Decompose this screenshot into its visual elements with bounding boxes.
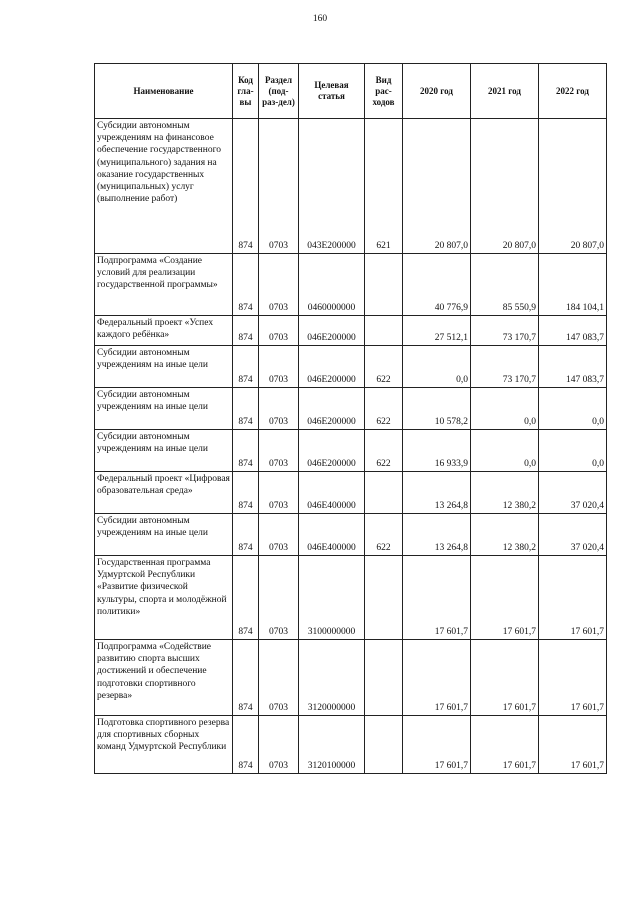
cell-target: 043E200000: [299, 119, 365, 254]
cell-section: 0703: [259, 556, 299, 640]
cell-type: 621: [365, 119, 403, 254]
cell-type: [365, 556, 403, 640]
cell-code: 874: [233, 472, 259, 514]
cell-name: Государственная программа Удмуртской Республики «Развитие физической культуры, спорта и молодёжной политики»: [95, 556, 233, 640]
cell-type: 622: [365, 388, 403, 430]
cell-name: Федеральный проект «Цифровая образовательная среда»: [95, 472, 233, 514]
cell-target: 046E200000: [299, 388, 365, 430]
cell-y2020: 16 933,9: [403, 430, 471, 472]
cell-y2021: 17 601,7: [471, 716, 539, 774]
table-row: [95, 316, 607, 346]
cell-y2020: 0,0: [403, 346, 471, 388]
cell-target: 046E200000: [299, 346, 365, 388]
header-section: Раздел (под-раз-дел): [259, 64, 299, 119]
cell-name: Федеральный проект «Успех каждого ребёнка»: [95, 316, 233, 346]
cell-section: 0703: [259, 119, 299, 254]
cell-section: 0703: [259, 514, 299, 556]
budget-table: [94, 63, 607, 774]
cell-y2021: 0,0: [471, 388, 539, 430]
cell-y2021: 12 380,2: [471, 514, 539, 556]
cell-type: [365, 472, 403, 514]
cell-target: 3100000000: [299, 556, 365, 640]
cell-name: Подготовка спортивного резерва для спортивных сборных команд Удмуртской Республики: [95, 716, 233, 774]
header-2020: 2020 год: [403, 64, 471, 119]
cell-name: Подпрограмма «Создание условий для реализации государственной программы»: [95, 254, 233, 316]
cell-y2020: 20 807,0: [403, 119, 471, 254]
cell-y2020: 27 512,1: [403, 316, 471, 346]
cell-y2021: 17 601,7: [471, 640, 539, 716]
header-type: Вид рас-ходов: [365, 64, 403, 119]
table-row: [95, 430, 607, 472]
cell-section: 0703: [259, 388, 299, 430]
cell-section: 0703: [259, 346, 299, 388]
cell-name: Субсидии автономным учреждениям на иные цели: [95, 388, 233, 430]
table-row: [95, 472, 607, 514]
cell-y2021: 73 170,7: [471, 316, 539, 346]
cell-y2022: 37 020,4: [539, 472, 607, 514]
cell-name: Субсидии автономным учреждениям на иные цели: [95, 346, 233, 388]
cell-y2022: 20 807,0: [539, 119, 607, 254]
cell-code: 874: [233, 716, 259, 774]
cell-code: 874: [233, 388, 259, 430]
cell-section: 0703: [259, 430, 299, 472]
cell-section: 0703: [259, 716, 299, 774]
cell-target: 046E200000: [299, 316, 365, 346]
cell-y2021: 0,0: [471, 430, 539, 472]
cell-y2020: 13 264,8: [403, 472, 471, 514]
table-row: [95, 716, 607, 774]
cell-name: Подпрограмма «Содействие развитию спорта высших достижений и обеспечение подготовки спортивного резерва»: [95, 640, 233, 716]
cell-code: 874: [233, 430, 259, 472]
cell-y2021: 17 601,7: [471, 556, 539, 640]
cell-type: 622: [365, 430, 403, 472]
cell-y2022: 17 601,7: [539, 556, 607, 640]
cell-y2021: 20 807,0: [471, 119, 539, 254]
table-row: [95, 388, 607, 430]
cell-y2022: 17 601,7: [539, 640, 607, 716]
cell-code: 874: [233, 556, 259, 640]
cell-type: 622: [365, 346, 403, 388]
page-number: 160: [312, 14, 328, 24]
cell-code: 874: [233, 640, 259, 716]
cell-type: [365, 716, 403, 774]
cell-target: 3120000000: [299, 640, 365, 716]
cell-name: Субсидии автономным учреждениям на финансовое обеспечение государственного (муниципального) задания на оказание государственных (муниципальных) услуг (выполнение работ): [95, 119, 233, 254]
header-row: [95, 64, 607, 119]
cell-name: Субсидии автономным учреждениям на иные цели: [95, 430, 233, 472]
cell-y2021: 85 550,9: [471, 254, 539, 316]
table-row: [95, 346, 607, 388]
cell-type: [365, 640, 403, 716]
cell-section: 0703: [259, 316, 299, 346]
cell-code: 874: [233, 346, 259, 388]
cell-section: 0703: [259, 254, 299, 316]
header-code: Код гла-вы: [233, 64, 259, 119]
table-body: [95, 119, 607, 774]
table-row: [95, 556, 607, 640]
cell-type: [365, 316, 403, 346]
cell-y2022: 184 104,1: [539, 254, 607, 316]
cell-y2020: 17 601,7: [403, 640, 471, 716]
cell-target: 3120100000: [299, 716, 365, 774]
cell-y2020: 17 601,7: [403, 716, 471, 774]
table-row: [95, 514, 607, 556]
cell-y2022: 147 083,7: [539, 346, 607, 388]
cell-code: 874: [233, 254, 259, 316]
cell-y2020: 13 264,8: [403, 514, 471, 556]
cell-y2022: 0,0: [539, 430, 607, 472]
header-2022: 2022 год: [539, 64, 607, 119]
cell-y2022: 37 020,4: [539, 514, 607, 556]
cell-target: 046E400000: [299, 514, 365, 556]
cell-section: 0703: [259, 472, 299, 514]
cell-y2020: 17 601,7: [403, 556, 471, 640]
cell-section: 0703: [259, 640, 299, 716]
header-name: Наименование: [95, 64, 233, 119]
cell-target: 046E200000: [299, 430, 365, 472]
cell-target: 0460000000: [299, 254, 365, 316]
cell-name: Субсидии автономным учреждениям на иные цели: [95, 514, 233, 556]
table-row: [95, 254, 607, 316]
cell-y2022: 17 601,7: [539, 716, 607, 774]
table-row: [95, 640, 607, 716]
header-target: Целевая статья: [299, 64, 365, 119]
cell-target: 046E400000: [299, 472, 365, 514]
cell-type: 622: [365, 514, 403, 556]
cell-y2022: 147 083,7: [539, 316, 607, 346]
cell-y2021: 73 170,7: [471, 346, 539, 388]
table-row: [95, 119, 607, 254]
cell-type: [365, 254, 403, 316]
cell-y2022: 0,0: [539, 388, 607, 430]
cell-y2021: 12 380,2: [471, 472, 539, 514]
header-2021: 2021 год: [471, 64, 539, 119]
cell-y2020: 10 578,2: [403, 388, 471, 430]
cell-y2020: 40 776,9: [403, 254, 471, 316]
cell-code: 874: [233, 514, 259, 556]
cell-code: 874: [233, 316, 259, 346]
cell-code: 874: [233, 119, 259, 254]
